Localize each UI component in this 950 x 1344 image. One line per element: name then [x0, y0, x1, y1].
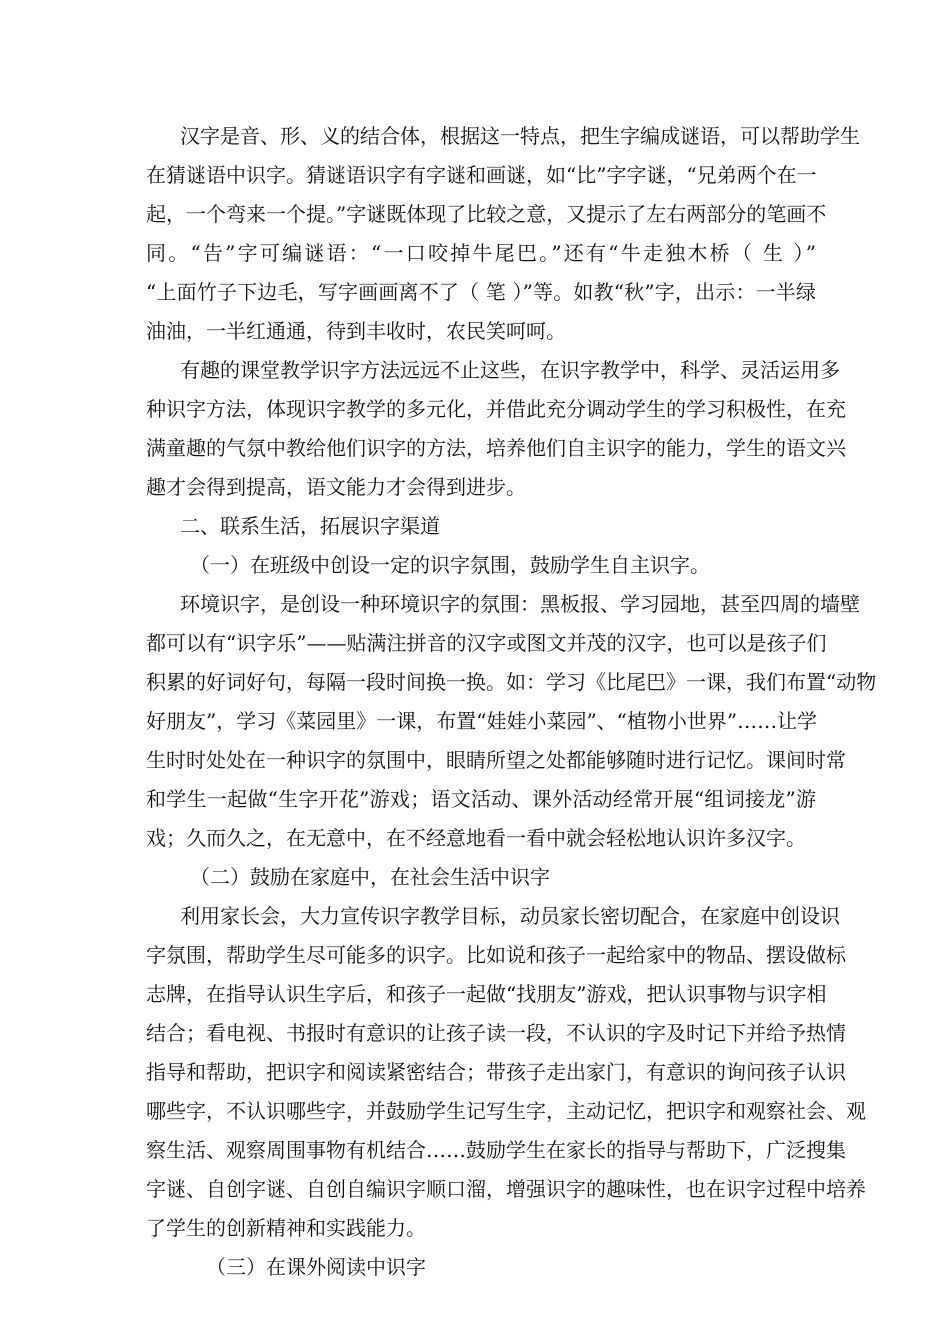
subsection-heading-1: （一）在班级中创设一定的识字氛围，鼓励学生自主识字。 [190, 553, 710, 577]
paragraph-1-line-6: 油油，一半红通通，待到丰收时，农民笑呵呵。 [146, 319, 566, 343]
paragraph-3-line-1: 环境识字，是创设一种环境识字的氛围：黑板报、学习园地，甚至四周的墙壁 [180, 592, 860, 616]
paragraph-3-line-6: 和学生一起做“生字开花”游戏；语文活动、课外活动经常开展“组词接龙”游 [146, 787, 816, 811]
paragraph-4-line-1: 利用家长会，大力宣传识字教学目标，动员家长密切配合，在家庭中创设识 [180, 904, 840, 928]
paragraph-4-line-4: 结合；看电视、书报时有意识的让孩子读一段，不认识的字及时记下并给予热情 [146, 1021, 846, 1045]
subsection-heading-2: （二）鼓励在家庭中，在社会生活中识字 [190, 865, 550, 889]
paragraph-4-line-8: 字谜、自创字谜、自创自编识字顺口溜，增强识字的趣味性，也在识字过程中培养 [146, 1177, 866, 1201]
paragraph-4-line-5: 指导和帮助，把识字和阅读紧密结合；带孩子走出家门，有意识的询问孩子认识 [146, 1060, 846, 1084]
paragraph-1-line-5: “上面竹子下边毛，写字画画离不了（ 笔 ）”等。如教“秋”字，出示：一半绿 [146, 280, 816, 304]
paragraph-1-line-3: 起，一个弯来一个提。”字谜既体现了比较之意，又提示了左右两部分的笔画不 [146, 202, 827, 226]
paragraph-4-line-7: 察生活、观察周围事物有机结合……鼓励学生在家长的指导与帮助下，广泛搜集 [146, 1138, 846, 1162]
paragraph-1-line-4: 同。“告”字可编谜语：“一口咬掉牛尾巴。”还有“牛走独木桥（ 生 ）” [146, 241, 816, 265]
paragraph-3-line-2: 都可以有“识字乐”——贴满注拼音的汉字或图文并茂的汉字，也可以是孩子们 [146, 631, 827, 655]
paragraph-4-line-2: 字氛围，帮助学生尽可能多的识字。比如说和孩子一起给家中的物品、摆设做标 [146, 943, 846, 967]
paragraph-2-line-3: 满童趣的气氛中教给他们识字的方法，培养他们自主识字的能力，学生的语文兴 [146, 436, 846, 460]
paragraph-4-line-3: 志牌，在指导认识生字后，和孩子一起做“找朋友”游戏，把认识事物与识字相 [146, 982, 827, 1006]
paragraph-3-line-4: 好朋友”，学习《菜园里》一课，布置“娃娃小菜园”、“植物小世界”……让学 [146, 709, 818, 733]
paragraph-4-line-9: 了学生的创新精神和实践能力。 [146, 1216, 426, 1240]
paragraph-1-line-2: 在猜谜语中识字。猜谜语识字有字谜和画谜，如“比”字字谜，“兄弟两个在一 [146, 163, 817, 187]
section-heading-2: 二、联系生活，拓展识字渠道 [180, 514, 440, 538]
paragraph-3-line-5: 生时时处处在一种识字的氛围中，眼睛所望之处都能够随时进行记忆。课间时常 [146, 748, 846, 772]
paragraph-2-line-2: 种识字方法，体现识字教学的多元化，并借此充分调动学生的学习积极性，在充 [146, 397, 846, 421]
paragraph-3-line-7: 戏；久而久之，在无意中，在不经意地看一看中就会轻松地认识许多汉字。 [146, 826, 806, 850]
paragraph-2-line-4: 趣才会得到提高，语文能力才会得到进步。 [146, 475, 526, 499]
paragraph-4-line-6: 哪些字，不认识哪些字，并鼓励学生记写生字，主动记忆，把识字和观察社会、观 [146, 1099, 866, 1123]
subsection-heading-3: （三）在课外阅读中识字 [206, 1255, 426, 1279]
paragraph-1-line-1: 汉字是音、形、义的结合体，根据这一特点，把生字编成谜语，可以帮助学生 [180, 124, 860, 148]
paragraph-2-line-1: 有趣的课堂教学识字方法远远不止这些，在识字教学中，科学、灵活运用多 [180, 358, 840, 382]
paragraph-3-line-3: 积累的好词好句，每隔一段时间换一换。如：学习《比尾巴》一课，我们布置“动物 [146, 670, 877, 694]
